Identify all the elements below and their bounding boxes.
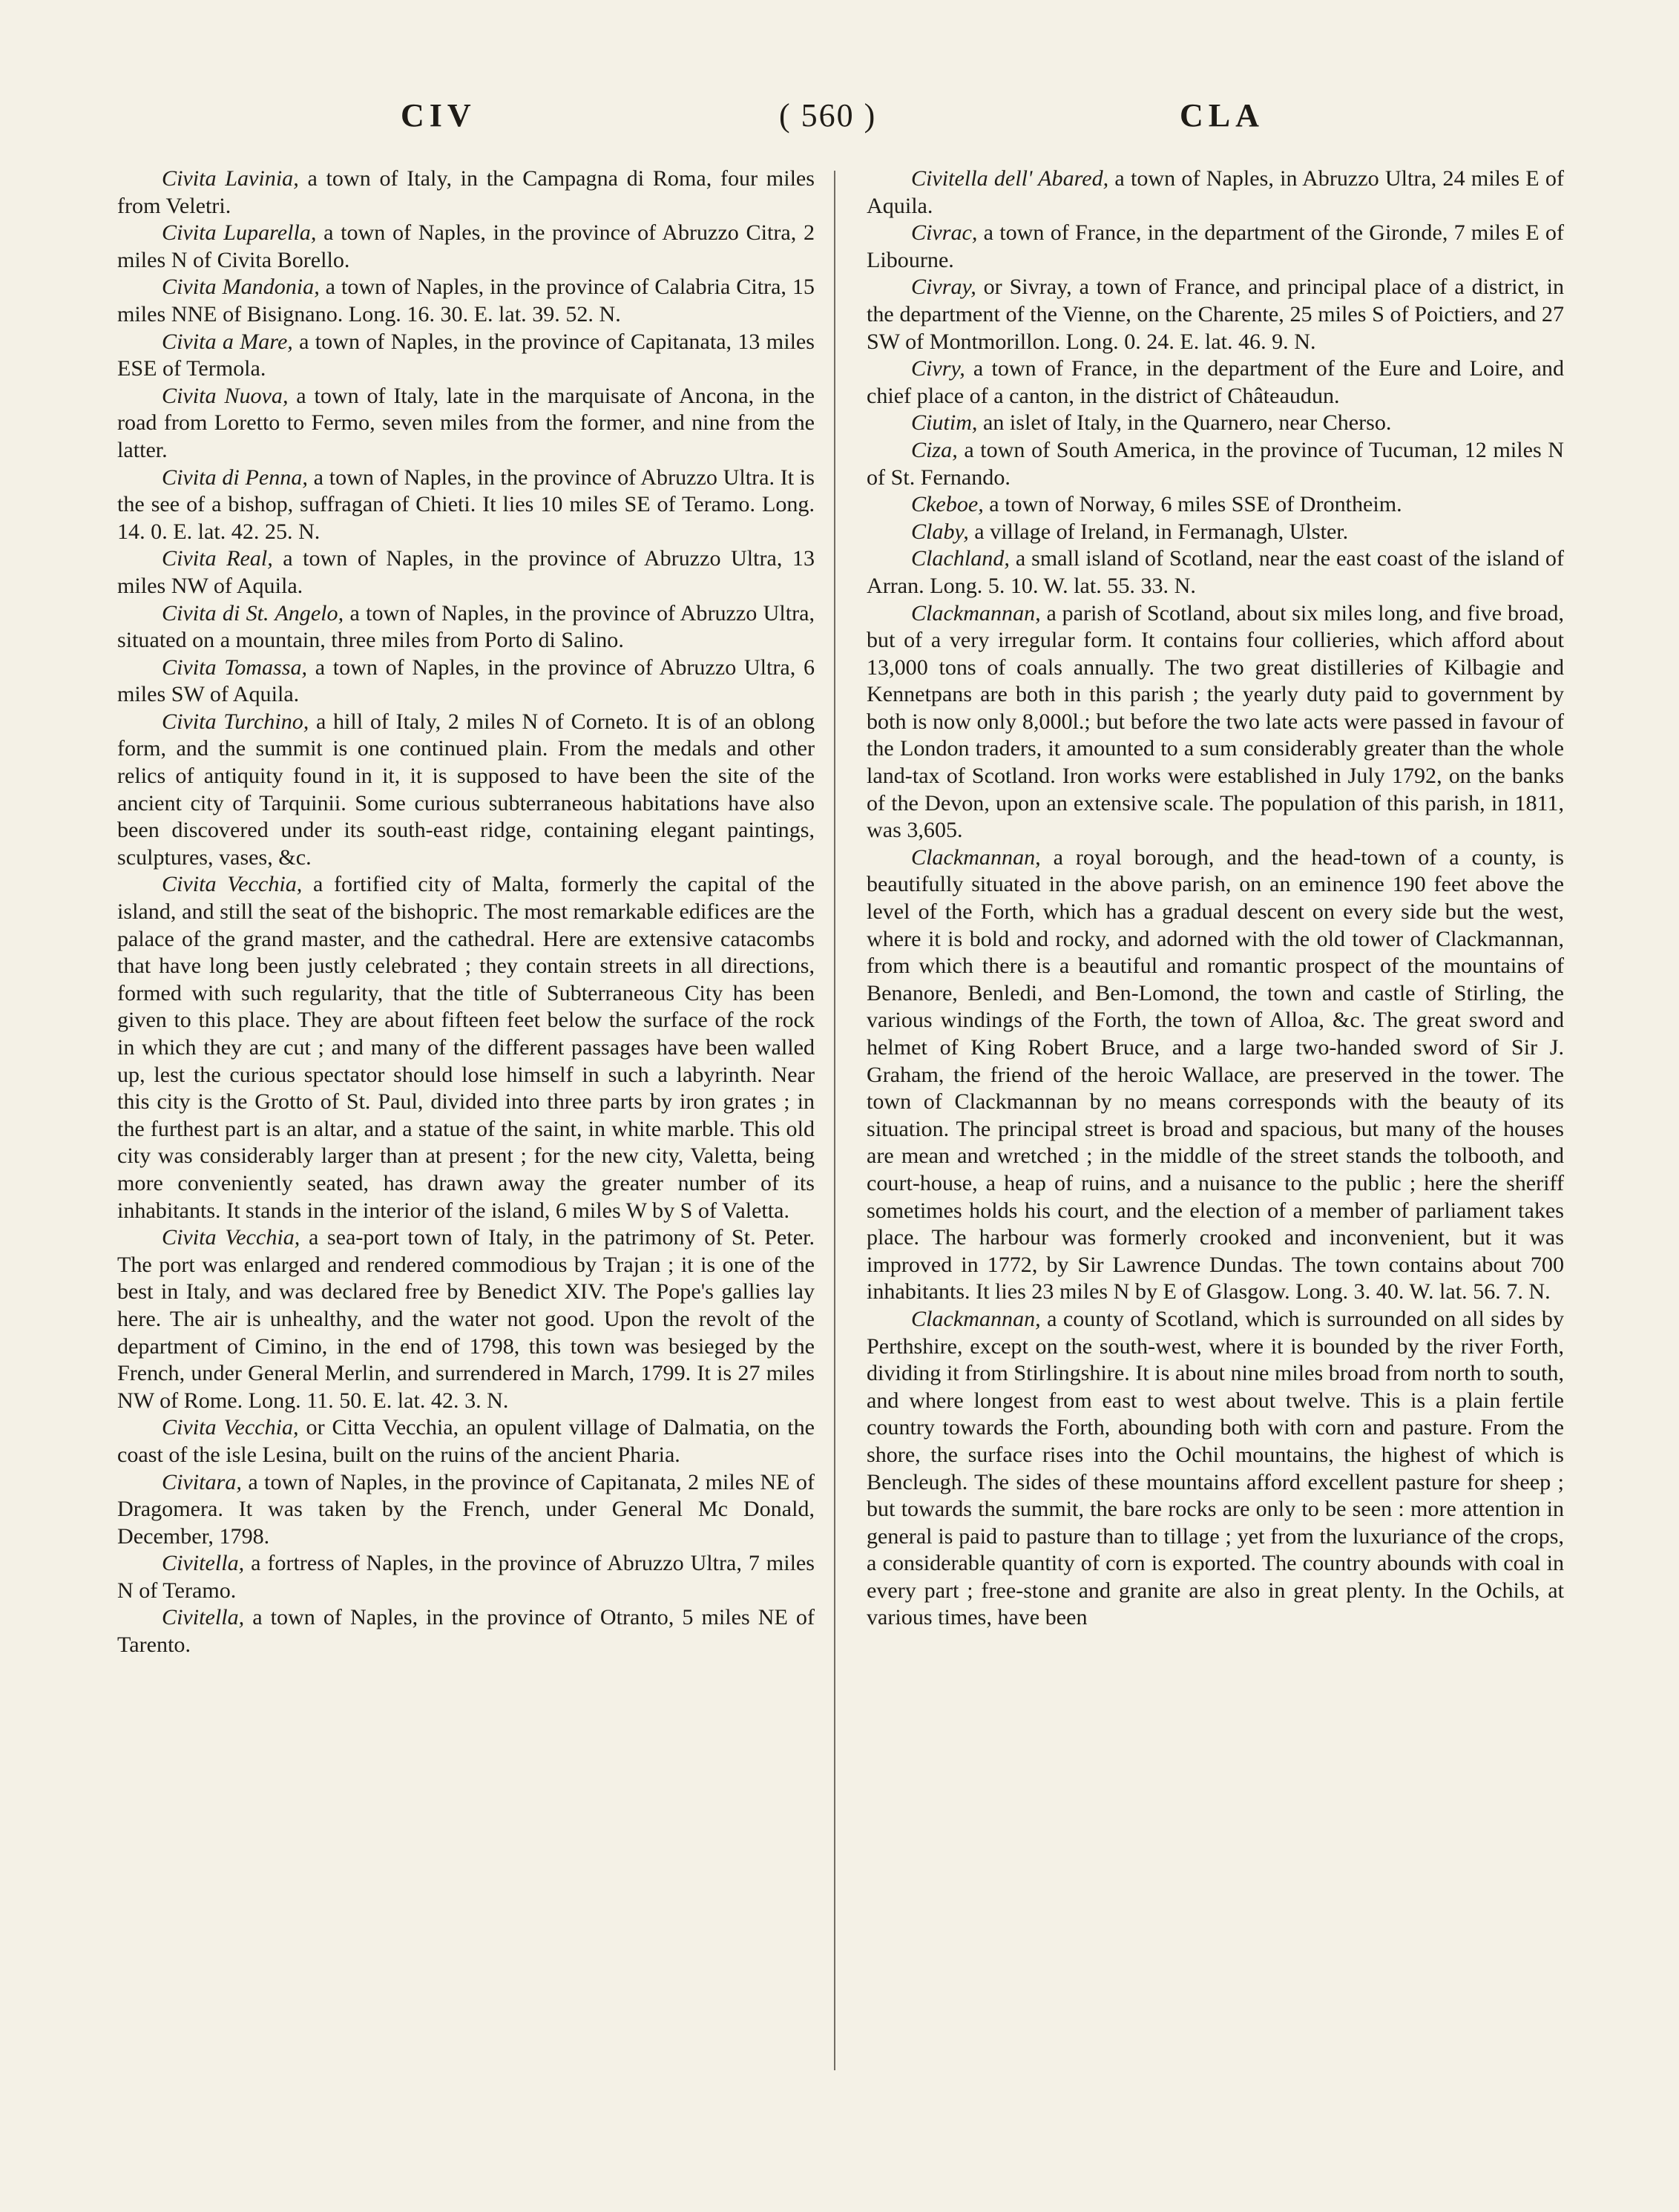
- entry-text: a town of Naples, in the province of Calabria Citra, 15 miles NNE of Bisignano. Long. 16. 30. E. lat. 39. 52. N.: [117, 274, 815, 326]
- entry-text: a small island of Scotland, near the east coast of the island of Arran. Long. 5. 10. W. lat. 55. 33. N.: [867, 545, 1564, 598]
- entry-text: a hill of Italy, 2 miles N of Corneto. It is of an oblong form, and the summit is one continued plain. From the medals and other relics of antiquity found in it, it is supposed to have been the site of the ancient city of Tarquinii. Some curious subterraneous habitations have also been discovered under its south-east ridge, containing elegant paintings, sculptures, vases, &c.: [117, 708, 815, 870]
- entry-text: a town of Naples, in the province of Capitanata, 13 miles ESE of Termola.: [117, 328, 815, 381]
- gazetteer-entry: [117, 273, 815, 327]
- gazetteer-entry: [867, 600, 1564, 844]
- entry-text: a town of France, in the department of the Eure and Loire, and chief place of a canton, in the district of Châteaudun.: [867, 355, 1564, 408]
- entry-text: a parish of Scotland, about six miles long, and five broad, but of a very irregular form. It contains four collieries, which afford about 13,000 tons of coals annually. The two great distilleries of Kilbagie and Kennetpans are both in this parish ; the yearly duty paid to government by both is now only 8,000l.; but before the two late acts were passed in favour of the London traders, it amounted to a sum considerably greater than the whole land-tax of Scotland. Iron works were established in July 1792, on the banks of the Devon, upon an extensive scale. The population of this parish, in 1811, was 3,605.: [867, 600, 1564, 843]
- entry-headword: Ckeboe,: [911, 491, 984, 517]
- entry-text: a town of Italy, late in the marquisate of Ancona, in the road from Loretto to Fermo, seven miles from the former, and nine from the latter.: [117, 382, 815, 462]
- left-column: [117, 165, 815, 1658]
- gazetteer-entry: [117, 1414, 815, 1468]
- entry-headword: Civita Mandonia,: [162, 274, 320, 300]
- entry-headword: Clachland,: [911, 545, 1010, 571]
- entry-text: a fortified city of Malta, formerly the capital of the island, and still the seat of the bishopric. The most remarkable edifices are the palace of the grand master, and the cathedral. Here are extensive catacombs that have long been justly celebrated ; they contain streets in all directions, formed with such regularity, that the title of Subterraneous City has been given to this place. They are about fifteen feet below the surface of the rock in which they are cut ; and many of the different passages have been walled up, lest the curious spectator should lose himself in such a labyrinth. Near this city is the Grotto of St. Paul, divided into three parts by iron grates ; in the furthest part is an altar, and a statue of the saint, in white marble. This old city was considerably larger than at present ; for the new city, Valetta, being more conveniently seated, has drawn away the greater number of its inhabitants. It stands in the interior of the island, 6 miles W by S of Valetta.: [117, 871, 815, 1223]
- gazetteer-entry: [117, 1549, 815, 1604]
- gazetteer-entry: [117, 1604, 815, 1658]
- entry-headword: Civrac,: [911, 220, 978, 246]
- entry-text: or Citta Vecchia, an opulent village of Dalmatia, on the coast of the isle Lesina, built on the ruins of the ancient Pharia.: [117, 1414, 815, 1467]
- entry-text: a town of Naples, in the province of Abruzzo Citra, 2 miles N of Civita Borello.: [117, 220, 815, 272]
- gazetteer-entry: [867, 409, 1564, 436]
- gazetteer-entry: [117, 219, 815, 273]
- gazetteer-entry: [867, 518, 1564, 545]
- entry-headword: Civita Turchino,: [162, 708, 309, 734]
- gazetteer-entry: [867, 1305, 1564, 1631]
- entry-text: a town of Naples, in the province of Capitanata, 2 miles NE of Dragomera. It was taken by the French, under General Mc Donald, December, 1798.: [117, 1468, 815, 1549]
- right-column: [867, 165, 1564, 1631]
- page-number: ( 560 ): [779, 97, 877, 134]
- entry-headword: Civita di Penna,: [162, 464, 308, 490]
- gazetteer-entry: [867, 545, 1564, 599]
- running-header: [111, 96, 1588, 148]
- entry-headword: Claby,: [911, 518, 969, 544]
- column-divider: [834, 171, 835, 2070]
- entry-headword: Civitara,: [162, 1468, 242, 1494]
- gazetteer-entry: [117, 1468, 815, 1550]
- entry-headword: Civitella,: [162, 1550, 245, 1576]
- gazetteer-entry: [117, 382, 815, 464]
- entry-headword: Civita Nuova,: [162, 382, 289, 408]
- entry-headword: Civita Luparella,: [162, 220, 317, 246]
- entry-headword: Ciutim,: [911, 410, 978, 436]
- entry-headword: Civita Vecchia,: [162, 871, 303, 897]
- entry-headword: Civita Lavinia,: [162, 165, 299, 191]
- entry-text: an islet of Italy, in the Quarnero, near Cherso.: [977, 410, 1392, 436]
- header-right-catchword: CLA: [1180, 97, 1264, 134]
- entry-headword: Civita Tomassa,: [162, 654, 308, 680]
- entry-headword: Clackmannan,: [911, 844, 1041, 870]
- entry-text: a royal borough, and the head-town of a county, is beautifully situated in the above parish, on an eminence 190 feet above the level of the Forth, which has a gradual descent on every side but the west, where it is bold and rocky, and adorned with the old tower of Clackmannan, from which there is a beautiful and romantic prospect of the mountains of Benanore, Benledi, and Ben-Lomond, the town and castle of Stirling, the various windings of the Forth, the town of Alloa, &c. The great sword and helmet of King Robert Bruce, and a large two-handed sword of Sir J. Graham, the friend of the heroic Wallace, are preserved in the tower. The town of Clackmannan by no means corresponds with the beauty of its situation. The principal street is broad and spacious, but many of the houses are mean and wretched ; in the middle of the street stands the tolbooth, and court-house, a heap of ruins, and a nuisance to the public ; here the sheriff sometimes holds his court, and the election of a member of parliament takes place. The harbour was formerly crooked and inconvenient, but it was improved in 1772, by Sir Lawrence Dundas. The town contains about 700 inhabitants. It lies 23 miles N by E of Glasgow. Long. 3. 40. W. lat. 56. 7. N.: [867, 844, 1564, 1304]
- entry-text: a town of France, in the department of the Gironde, 7 miles E of Libourne.: [867, 220, 1564, 272]
- entry-headword: Ciza,: [911, 436, 958, 462]
- entry-headword: Civita a Mare,: [162, 328, 293, 354]
- entry-headword: Civita Vecchia,: [162, 1414, 299, 1440]
- header-left-catchword: CIV: [401, 97, 476, 134]
- gazetteer-entry: [117, 708, 815, 871]
- gazetteer-entry: [117, 654, 815, 708]
- gazetteer-entry: [117, 1224, 815, 1414]
- entry-headword: Civita di St. Angelo,: [162, 600, 344, 626]
- entry-text: a town of Naples, in the province of Abruzzo Ultra. It is the see of a bishop, suffragan of Chieti. It lies 10 miles SE of Teramo. Long. 14. 0. E. lat. 42. 25. N.: [117, 464, 815, 544]
- entry-headword: Civitella dell' Abared,: [911, 165, 1109, 191]
- entry-headword: Civray,: [911, 274, 976, 300]
- entry-headword: Civitella,: [162, 1604, 245, 1630]
- entry-headword: Clackmannan,: [911, 600, 1041, 626]
- entry-text: a town of Naples, in the province of Otranto, 5 miles NE of Tarento.: [117, 1604, 815, 1658]
- entry-text: a sea-port town of Italy, in the patrimony of St. Peter. The port was enlarged and rendered commodious by Trajan ; it is one of the best in Italy, and was declared free by Benedict XIV. The Pope's gallies lay here. The air is unhealthy, and the water not good. Upon the revolt of the department of Cimino, in the end of 1798, this town was besieged by the French, under General Merlin, and surrendered in March, 1799. It is 27 miles NW of Rome. Long. 11. 50. E. lat. 42. 3. N.: [117, 1224, 815, 1413]
- gazetteer-entry: [117, 464, 815, 545]
- entry-text: a town of Naples, in the province of Abruzzo Ultra, situated on a mountain, three miles from Porto di Salino.: [117, 600, 815, 653]
- gazetteer-entry: [117, 600, 815, 654]
- entry-headword: Civita Vecchia,: [162, 1224, 300, 1250]
- gazetteer-entry: [117, 545, 815, 599]
- gazetteer-entry: [867, 844, 1564, 1305]
- entry-text: a town of Naples, in Abruzzo Ultra, 24 miles E of Aquila.: [867, 165, 1565, 218]
- gazetteer-entry: [867, 165, 1564, 219]
- gazetteer-entry: [867, 273, 1564, 355]
- gazetteer-entry: [117, 165, 815, 219]
- entry-text: a town of Naples, in the province of Abruzzo Ultra, 13 miles NW of Aquila.: [117, 545, 815, 598]
- gazetteer-entry: [867, 355, 1564, 409]
- gazetteer-entry: [867, 219, 1564, 273]
- entry-text: a town of Naples, in the province of Abruzzo Ultra, 6 miles SW of Aquila.: [117, 654, 815, 707]
- entry-text: or Sivray, a town of France, and principal place of a district, in the department of the Vienne, on the Charente, 25 miles S of Poictiers, and 27 SW of Montmorillon. Long. 0. 24. E. lat. 46. 9. N.: [867, 274, 1564, 354]
- entry-text: a village of Ireland, in Fermanagh, Ulster.: [968, 518, 1349, 544]
- entry-text: a county of Scotland, which is surrounded on all sides by Perthshire, except on the south-west, where it is bounded by the river Forth, dividing it from Stirlingshire. It is about nine miles broad from north to south, and where longest from east to west about twelve. This is a plain fertile country towards the Forth, abounding both with corn and pasture. From the shore, the surface rises into the Ochil mountains, the highest of which is Bencleugh. The sides of these mountains afford excellent pasture for sheep ; but towards the summit, the bare rocks are only to be seen : more attention in general is paid to pasture than to tillage ; yet from the luxuriance of the crops, a considerable quantity of corn is exported. The country abounds with coal in every part ; free-stone and granite are also in great plenty. In the Ochils, at various times, have been: [867, 1305, 1564, 1630]
- gazetteer-entry: [117, 870, 815, 1224]
- entry-text: a town of Norway, 6 miles SSE of Drontheim.: [983, 491, 1402, 517]
- entry-headword: Civry,: [911, 355, 965, 381]
- gazetteer-entry: [867, 436, 1564, 490]
- entry-text: a fortress of Naples, in the province of Abruzzo Ultra, 7 miles N of Teramo.: [117, 1550, 815, 1603]
- entry-headword: Civita Real,: [162, 545, 273, 571]
- gazetteer-entry: [867, 490, 1564, 518]
- entry-text: a town of South America, in the province of Tucuman, 12 miles N of St. Fernando.: [867, 436, 1564, 490]
- entry-headword: Clackmannan,: [911, 1305, 1041, 1331]
- entry-text: a town of Italy, in the Campagna di Roma, four miles from Veletri.: [117, 165, 815, 218]
- gazetteer-entry: [117, 328, 815, 382]
